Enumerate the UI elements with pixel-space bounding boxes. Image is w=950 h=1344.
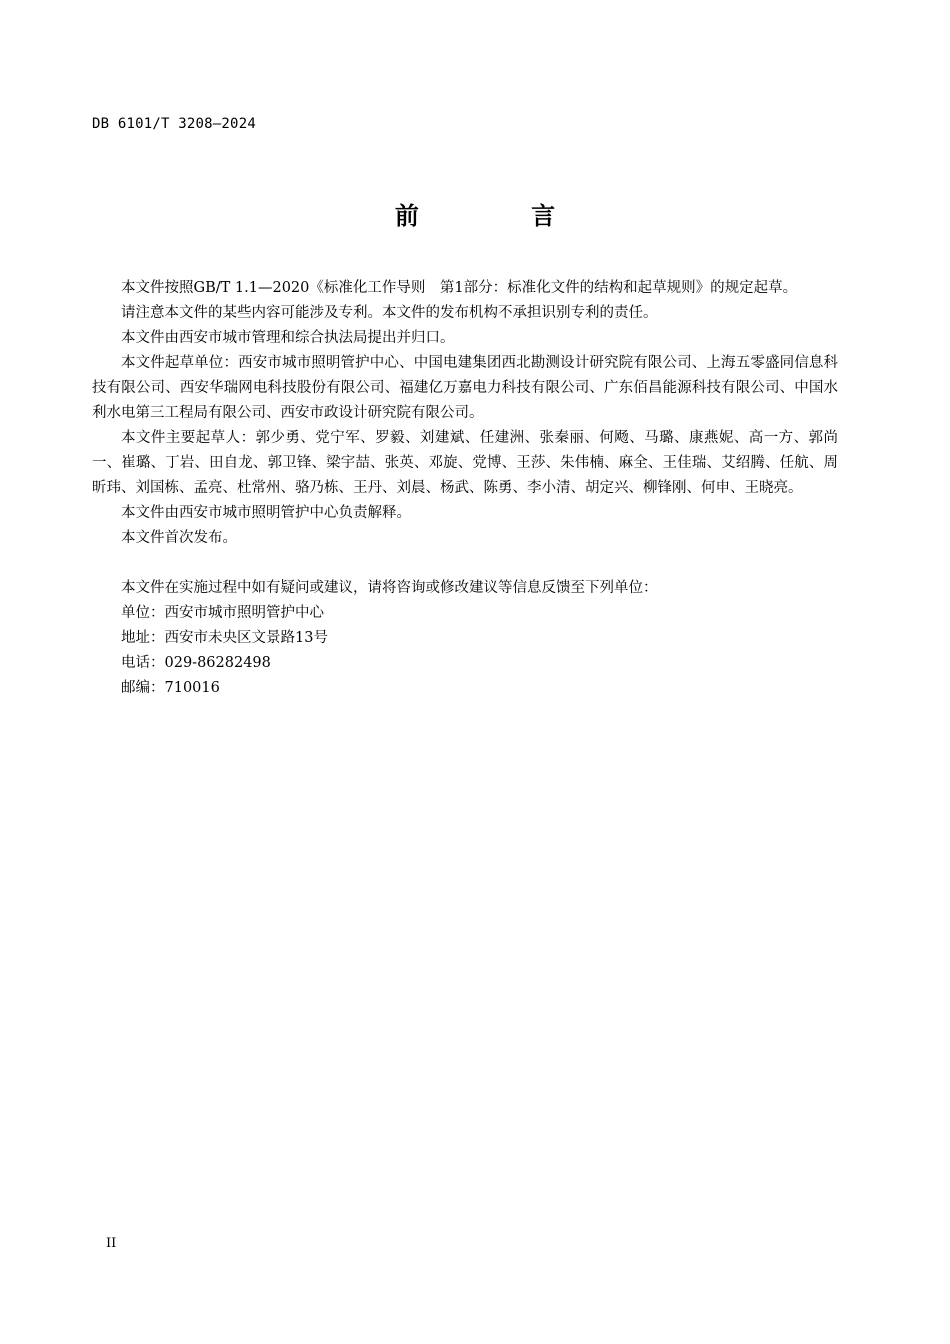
document-code: DB 6101/T 3208—2024 xyxy=(92,116,256,132)
contact-unit: 单位：西安市城市照明管护中心 xyxy=(121,605,324,621)
paragraph-patent-notice: 请注意本文件的某些内容可能涉及专利。本文件的发布机构不承担识别专利的责任。 xyxy=(121,305,658,321)
contact-postcode: 邮编：710016 xyxy=(121,680,220,696)
page-number: II xyxy=(106,1236,117,1251)
contact-address: 地址：西安市未央区文景路13号 xyxy=(121,630,328,646)
document-body xyxy=(92,276,838,701)
spacer xyxy=(92,551,838,576)
paragraph-interpretation: 本文件由西安市城市照明管护中心负责解释。 xyxy=(121,505,411,521)
contact-phone: 电话：029-86282498 xyxy=(121,655,271,671)
contact-intro: 本文件在实施过程中如有疑问或建议，请将咨询或修改建议等信息反馈至下列单位： xyxy=(121,580,658,596)
paragraph-drafting-basis: 本文件按照GB/T 1.1—2020《标准化工作导则 第1部分：标准化文件的结构和起草规则》的规定起草。 xyxy=(121,280,798,296)
paragraph-proposer: 本文件由西安市城市管理和综合执法局提出并归口。 xyxy=(121,330,455,346)
paragraph-drafters: 本文件主要起草人：郭少勇、党宁军、罗毅、刘建斌、任建洲、张秦丽、何飏、马璐、康燕妮、高一方、郭尚一、崔璐、丁岩、田自龙、郭卫锋、梁宇喆、张英、邓旋、党博、王莎、朱伟楠、麻全、王佳瑞、艾绍腾、任航、周昕玮、刘国栋、孟亮、杜常州、骆乃栋、王丹、刘晨、杨武、陈勇、李小清、胡定兴、柳锋刚、何申、王晓亮。 xyxy=(92,430,838,496)
page-title: 前 言 xyxy=(394,202,608,230)
paragraph-drafting-units: 本文件起草单位：西安市城市照明管护中心、中国电建集团西北勘测设计研究院有限公司、上海五零盛同信息科技有限公司、西安华瑞网电科技股份有限公司、福建亿万嘉电力科技有限公司、广东佰昌能源科技有限公司、中国水利水电第三工程局有限公司、西安市政设计研究院有限公司。 xyxy=(92,355,838,421)
paragraph-first-release: 本文件首次发布。 xyxy=(121,530,237,546)
